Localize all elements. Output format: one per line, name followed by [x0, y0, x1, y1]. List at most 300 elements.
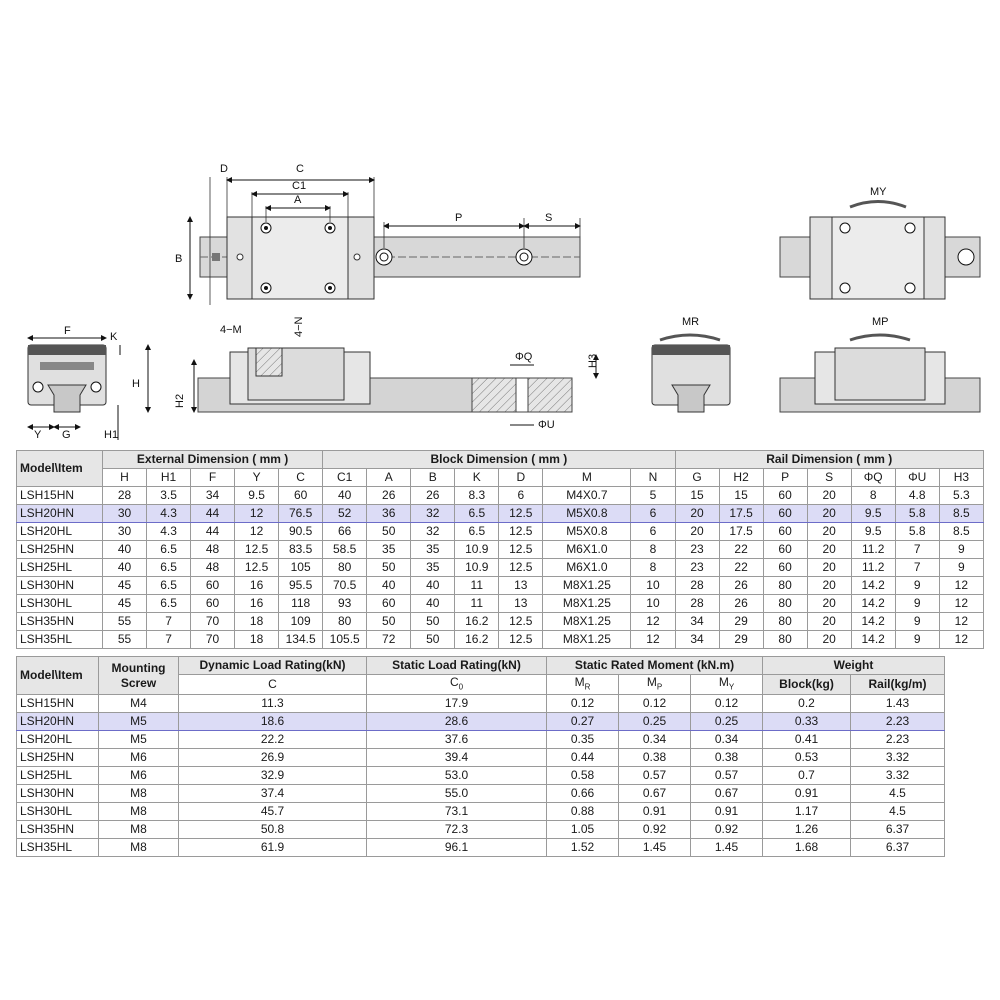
table-cell: 9.5 — [235, 487, 279, 505]
table-cell: 90.5 — [279, 523, 323, 541]
table-cell: 50 — [411, 613, 455, 631]
moment-my-drawing — [780, 186, 980, 299]
table-cell: 20 — [807, 631, 851, 649]
table-cell: M6 — [99, 767, 179, 785]
table-cell: 9 — [895, 613, 939, 631]
table-cell: 0.66 — [547, 785, 619, 803]
table1-column-header: ΦU — [895, 469, 939, 487]
table-cell: 118 — [279, 595, 323, 613]
table-cell: M8X1.25 — [543, 595, 631, 613]
table-cell: 12.5 — [499, 631, 543, 649]
table-cell: 11.3 — [179, 695, 367, 713]
table-cell: 50 — [367, 613, 411, 631]
table-cell: 16 — [235, 577, 279, 595]
table-cell: 7 — [147, 613, 191, 631]
table-cell: 58.5 — [323, 541, 367, 559]
table1-column-header: C1 — [323, 469, 367, 487]
table-cell: 17.5 — [719, 523, 763, 541]
table-cell: 3.5 — [147, 487, 191, 505]
table-row — [17, 839, 945, 857]
table-cell: 50 — [367, 523, 411, 541]
table-cell: 8 — [851, 487, 895, 505]
table-cell: 4.5 — [851, 803, 945, 821]
table-row — [17, 821, 945, 839]
table-cell: 34 — [675, 613, 719, 631]
table1-column-header: H2 — [719, 469, 763, 487]
table-cell: 18 — [235, 613, 279, 631]
table1-column-header: A — [367, 469, 411, 487]
table-cell: 14.2 — [851, 613, 895, 631]
model-cell: LSH20HN — [17, 713, 99, 731]
table-row — [17, 613, 984, 631]
table-cell: 5.3 — [939, 487, 983, 505]
table-cell: 34 — [191, 487, 235, 505]
label-mr: MR — [682, 316, 700, 328]
table-cell: 12 — [631, 631, 675, 649]
table-cell: 40 — [323, 487, 367, 505]
table1-column-header: K — [455, 469, 499, 487]
table-cell: 12.5 — [499, 523, 543, 541]
table-cell: 12.5 — [499, 559, 543, 577]
mp-header — [619, 675, 691, 695]
table-cell: 29 — [719, 613, 763, 631]
table-cell: 50.8 — [179, 821, 367, 839]
table-cell: 6 — [499, 487, 543, 505]
table-cell: 37.4 — [179, 785, 367, 803]
table-cell: 39.4 — [367, 749, 547, 767]
table-cell: 37.6 — [367, 731, 547, 749]
table-cell: 61.9 — [179, 839, 367, 857]
table-cell: 35 — [411, 559, 455, 577]
table-row — [17, 713, 945, 731]
mr-header — [547, 675, 619, 695]
table-cell: 26 — [719, 577, 763, 595]
table-cell: 48 — [191, 541, 235, 559]
table-cell: 1.17 — [763, 803, 851, 821]
table-cell: 2.23 — [851, 713, 945, 731]
table-cell: 1.45 — [691, 839, 763, 857]
table-cell: 60 — [763, 559, 807, 577]
table-cell: 40 — [102, 541, 146, 559]
table-cell: 26 — [411, 487, 455, 505]
table-cell: 14.2 — [851, 595, 895, 613]
table-cell: 1.52 — [547, 839, 619, 857]
table-cell: M8 — [99, 821, 179, 839]
table-cell: 11.2 — [851, 559, 895, 577]
rail-dimension-header: Rail Dimension ( mm ) — [675, 451, 983, 469]
table-cell: 60 — [763, 541, 807, 559]
table2-model-item-header: Model\Item — [17, 657, 99, 695]
table-cell: M8X1.25 — [543, 577, 631, 595]
block-dimension-header: Block Dimension ( mm ) — [323, 451, 675, 469]
model-cell: LSH35HL — [17, 839, 99, 857]
label-c1: C1 — [292, 180, 307, 192]
external-dimension-header: External Dimension ( mm ) — [102, 451, 322, 469]
model-cell: LSH20HL — [17, 731, 99, 749]
table-cell: 23 — [675, 541, 719, 559]
table-cell: 44 — [191, 505, 235, 523]
table1-column-header: B — [411, 469, 455, 487]
table-cell: M8 — [99, 839, 179, 857]
table-cell: 0.58 — [547, 767, 619, 785]
end-view-drawing — [28, 325, 148, 441]
table-cell: 53.0 — [367, 767, 547, 785]
table-row — [17, 803, 945, 821]
table-cell: 22 — [719, 559, 763, 577]
table-cell: 0.12 — [547, 695, 619, 713]
table-cell: 16.2 — [455, 613, 499, 631]
table-cell: 0.67 — [619, 785, 691, 803]
table1-column-header: M — [543, 469, 631, 487]
table-cell: 5.8 — [895, 523, 939, 541]
table1-column-header: C — [279, 469, 323, 487]
model-cell: LSH30HN — [17, 577, 103, 595]
table-cell: 0.92 — [619, 821, 691, 839]
table-row — [17, 731, 945, 749]
table1-column-header: N — [631, 469, 675, 487]
table-cell: 1.68 — [763, 839, 851, 857]
table-cell: 40 — [102, 559, 146, 577]
table-cell: 9.5 — [851, 505, 895, 523]
table-cell: 14.2 — [851, 577, 895, 595]
model-cell: LSH25HL — [17, 767, 99, 785]
table-cell: 29 — [719, 631, 763, 649]
table-row — [17, 577, 984, 595]
table-cell: 8 — [631, 541, 675, 559]
table-cell: 32 — [411, 505, 455, 523]
label-mp: MP — [872, 316, 889, 328]
table-cell: 105 — [279, 559, 323, 577]
my-header — [691, 675, 763, 695]
table-cell: 80 — [763, 631, 807, 649]
label-f: F — [64, 325, 71, 337]
block-kg-header: Block(kg) — [763, 675, 851, 695]
table-cell: 0.38 — [691, 749, 763, 767]
table-cell: 9 — [939, 559, 983, 577]
dimension-table — [16, 450, 984, 649]
table-cell: 11 — [455, 595, 499, 613]
table-cell: 80 — [763, 595, 807, 613]
table-cell: M5X0.8 — [543, 523, 631, 541]
table-cell: 60 — [763, 523, 807, 541]
label-p: P — [455, 212, 463, 224]
table-cell: 14.2 — [851, 631, 895, 649]
table-cell: 1.26 — [763, 821, 851, 839]
table-row — [17, 541, 984, 559]
mr-main: M — [574, 675, 585, 689]
table-row — [17, 505, 984, 523]
screw-label: Screw — [120, 675, 157, 690]
table-cell: 134.5 — [279, 631, 323, 649]
moment-mp-drawing — [780, 316, 980, 412]
table-cell: 16.2 — [455, 631, 499, 649]
table-cell: 28 — [675, 577, 719, 595]
table-cell: 17.5 — [719, 505, 763, 523]
table-cell: 0.92 — [691, 821, 763, 839]
table-cell: 4.3 — [147, 523, 191, 541]
label-c: C — [296, 163, 304, 175]
table-cell: 48 — [191, 559, 235, 577]
model-cell: LSH30HN — [17, 785, 99, 803]
table-cell: 36 — [367, 505, 411, 523]
c-header: C — [179, 675, 367, 695]
table-cell: 60 — [763, 505, 807, 523]
table-row — [17, 595, 984, 613]
table-cell: 55 — [102, 613, 146, 631]
table-cell: 20 — [675, 523, 719, 541]
table-cell: 0.67 — [691, 785, 763, 803]
table-cell: 20 — [807, 577, 851, 595]
table1-column-header: ΦQ — [851, 469, 895, 487]
table-cell: 6.37 — [851, 839, 945, 857]
model-cell: LSH35HL — [17, 631, 103, 649]
table-cell: 30 — [102, 523, 146, 541]
mounting-label: Mounting — [111, 660, 166, 675]
mp-sub: P — [656, 682, 663, 692]
table-cell: 60 — [367, 595, 411, 613]
table-cell: 0.25 — [691, 713, 763, 731]
table-cell: 15 — [719, 487, 763, 505]
table-cell: 32 — [411, 523, 455, 541]
table-cell: 12 — [631, 613, 675, 631]
table-cell: 0.44 — [547, 749, 619, 767]
table-cell: 28.6 — [367, 713, 547, 731]
label-h2: H2 — [174, 393, 186, 408]
table-cell: 9 — [895, 631, 939, 649]
table-cell: 9 — [895, 595, 939, 613]
table1-column-header: G — [675, 469, 719, 487]
table1-column-header: H1 — [147, 469, 191, 487]
table-cell: 70 — [191, 613, 235, 631]
table-cell: 70 — [191, 631, 235, 649]
table-cell: 0.12 — [691, 695, 763, 713]
table-cell: 12 — [939, 613, 983, 631]
table-cell: 55.0 — [367, 785, 547, 803]
table-cell: 12.5 — [499, 541, 543, 559]
table-cell: 7 — [895, 559, 939, 577]
table-cell: 12 — [939, 577, 983, 595]
table-cell: 6.5 — [147, 577, 191, 595]
label-k: K — [110, 331, 118, 343]
table-cell: 0.34 — [619, 731, 691, 749]
label-h1: H1 — [104, 429, 119, 441]
table-cell: 6 — [631, 505, 675, 523]
static-moment-header: Static Rated Moment (kN.m) — [547, 657, 763, 675]
table-cell: 1.45 — [619, 839, 691, 857]
table-cell: 18 — [235, 631, 279, 649]
table-cell: 22 — [719, 541, 763, 559]
table-cell: 26 — [719, 595, 763, 613]
table-row — [17, 749, 945, 767]
my-sub: Y — [728, 682, 735, 692]
table-cell: 22.2 — [179, 731, 367, 749]
table-cell: 50 — [411, 631, 455, 649]
table1-column-header: H — [102, 469, 146, 487]
table-cell: 30 — [102, 505, 146, 523]
table-cell: 60 — [763, 487, 807, 505]
model-cell: LSH25HL — [17, 559, 103, 577]
table-cell: 73.1 — [367, 803, 547, 821]
table-cell: 8.3 — [455, 487, 499, 505]
table-cell: 80 — [763, 577, 807, 595]
top-view-drawing — [175, 163, 580, 305]
table-cell: 13 — [499, 577, 543, 595]
table-cell: 50 — [367, 559, 411, 577]
table-cell: 11 — [455, 577, 499, 595]
model-cell: LSH20HL — [17, 523, 103, 541]
table-cell: 2.23 — [851, 731, 945, 749]
table-cell: 12.5 — [235, 559, 279, 577]
table-cell: 7 — [895, 541, 939, 559]
table-cell: 1.43 — [851, 695, 945, 713]
label-d: D — [220, 163, 228, 175]
label-b: B — [175, 253, 183, 265]
table-cell: 72.3 — [367, 821, 547, 839]
table-cell: 0.57 — [691, 767, 763, 785]
table-cell: 12 — [939, 631, 983, 649]
table-cell: 8.5 — [939, 505, 983, 523]
side-view-drawing — [174, 316, 599, 431]
table-row — [17, 523, 984, 541]
table-cell: 55 — [102, 631, 146, 649]
table-cell: 16 — [235, 595, 279, 613]
label-g: G — [62, 429, 71, 441]
c0-header — [367, 675, 547, 695]
table-cell: 15 — [675, 487, 719, 505]
table1-column-header: Y — [235, 469, 279, 487]
table-cell: 0.25 — [619, 713, 691, 731]
table-cell: 12.5 — [235, 541, 279, 559]
table-row — [17, 631, 984, 649]
rail-kgm-header: Rail(kg/m) — [851, 675, 945, 695]
table-cell: 5.8 — [895, 505, 939, 523]
table1-column-header: S — [807, 469, 851, 487]
model-cell: LSH15HN — [17, 695, 99, 713]
table-cell: 28 — [675, 595, 719, 613]
label-4n: 4−N — [293, 316, 305, 337]
table-cell: M5 — [99, 731, 179, 749]
moment-mr-drawing — [652, 316, 730, 412]
table-cell: 10.9 — [455, 541, 499, 559]
table-row — [17, 767, 945, 785]
table-cell: 0.12 — [619, 695, 691, 713]
table-cell: 0.38 — [619, 749, 691, 767]
table-cell: 8.5 — [939, 523, 983, 541]
model-cell: LSH35HN — [17, 613, 103, 631]
table-cell: M4X0.7 — [543, 487, 631, 505]
label-h3: H3 — [587, 353, 599, 368]
table-cell: 10.9 — [455, 559, 499, 577]
table-cell: 8 — [631, 559, 675, 577]
table-cell: 6.37 — [851, 821, 945, 839]
table-cell: 7 — [147, 631, 191, 649]
table-cell: M8X1.25 — [543, 631, 631, 649]
table-cell: 6.5 — [147, 595, 191, 613]
table1-column-header: F — [191, 469, 235, 487]
table-cell: 13 — [499, 595, 543, 613]
table-cell: 83.5 — [279, 541, 323, 559]
table-cell: M5X0.8 — [543, 505, 631, 523]
static-load-header: Static Load Rating(kN) — [367, 657, 547, 675]
table-cell: 3.32 — [851, 749, 945, 767]
table-cell: 1.05 — [547, 821, 619, 839]
table-cell: 40 — [411, 595, 455, 613]
table-cell: 20 — [807, 523, 851, 541]
mp-main: M — [646, 675, 657, 689]
table-cell: 9 — [895, 577, 939, 595]
table-cell: 23 — [675, 559, 719, 577]
table-cell: 40 — [411, 577, 455, 595]
mr-sub: R — [584, 682, 591, 692]
c0-main: C — [449, 675, 459, 689]
label-4m: 4−M — [220, 324, 242, 336]
table-cell: M6X1.0 — [543, 541, 631, 559]
table-cell: 10 — [631, 595, 675, 613]
table-cell: 11.2 — [851, 541, 895, 559]
table-cell: 18.6 — [179, 713, 367, 731]
table-cell: 0.35 — [547, 731, 619, 749]
table-cell: 76.5 — [279, 505, 323, 523]
table-cell: 0.2 — [763, 695, 851, 713]
table-cell: 105.5 — [323, 631, 367, 649]
table-cell: M8 — [99, 785, 179, 803]
label-a: A — [294, 194, 302, 206]
table-cell: 40 — [367, 577, 411, 595]
load-rating-table — [16, 656, 945, 857]
label-h: H — [132, 378, 140, 390]
table-cell: 32.9 — [179, 767, 367, 785]
table-cell: 9 — [939, 541, 983, 559]
c0-sub: 0 — [458, 682, 464, 692]
label-s: S — [545, 212, 553, 224]
table-cell: 60 — [279, 487, 323, 505]
table1-column-header: H3 — [939, 469, 983, 487]
mounting-screw-header — [99, 657, 179, 695]
table-cell: 0.34 — [691, 731, 763, 749]
table-cell: 95.5 — [279, 577, 323, 595]
table-cell: 12.5 — [499, 613, 543, 631]
table-cell: 26.9 — [179, 749, 367, 767]
table-cell: 80 — [763, 613, 807, 631]
table-cell: 6.5 — [147, 541, 191, 559]
table-cell: M4 — [99, 695, 179, 713]
table-cell: 70.5 — [323, 577, 367, 595]
table1-model-item-header: Model\Item — [17, 451, 103, 487]
table1-column-header: P — [763, 469, 807, 487]
table-cell: 0.41 — [763, 731, 851, 749]
table-cell: 0.88 — [547, 803, 619, 821]
table-cell: 45 — [102, 595, 146, 613]
table-cell: 109 — [279, 613, 323, 631]
table-cell: 9.5 — [851, 523, 895, 541]
table-cell: 4.8 — [895, 487, 939, 505]
table-cell: 12 — [235, 523, 279, 541]
model-cell: LSH20HN — [17, 505, 103, 523]
table-cell: 26 — [367, 487, 411, 505]
table-cell: 28 — [102, 487, 146, 505]
table-cell: 6.5 — [455, 505, 499, 523]
table-cell: M6X1.0 — [543, 559, 631, 577]
table-cell: 0.91 — [763, 785, 851, 803]
table-cell: 66 — [323, 523, 367, 541]
table-cell: 72 — [367, 631, 411, 649]
my-main: M — [718, 675, 729, 689]
table-cell: 20 — [807, 595, 851, 613]
table-cell: 60 — [191, 595, 235, 613]
table-cell: 4.3 — [147, 505, 191, 523]
table-cell: M8X1.25 — [543, 613, 631, 631]
table-cell: 93 — [323, 595, 367, 613]
